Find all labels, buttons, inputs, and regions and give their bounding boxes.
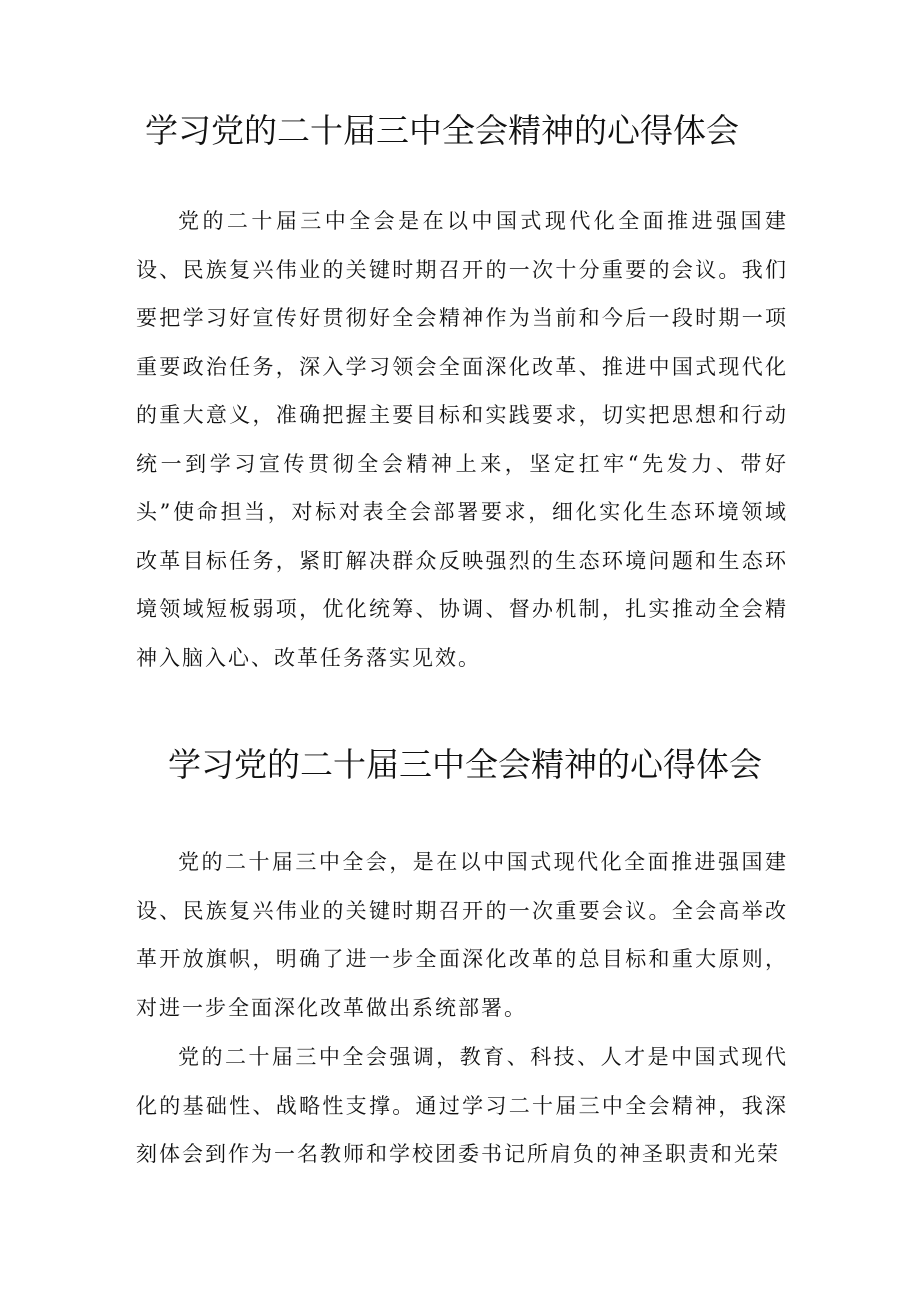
body-paragraph: 党的二十届三中全会强调，教育、科技、人才是中国式现代化的基础性、战略性支撑。通过学习二十届三中全会精神，我深刻体会到作为一名教师和学校团委书记所肩负的神圣职责和光荣 (136, 1045, 788, 1166)
body-paragraph: 党的二十届三中全会是在以中国式现代化全面推进强国建设、民族复兴伟业的关键时期召开的一次十分重要的会议。我们要把学习好宣传好贯彻好全会精神作为当前和今后一段时期一项重要政治任务，深入学习领会全面深化改革、推进中国式现代化的重大意义，准确把握主要目标和实践要求，切实把思想和行动统一到学习宣传贯彻全会精神上来，坚定扛牢“先发力、带好头”使命担当，对标对表全会部署要求，细化实化生态环境领域改革目标任务，紧盯解决群众反映强烈的生态环境问题和生态环境领域短板弱项，优化统筹、协调、督办机制，扎实推动全会精神入脑入心、改革任务落实见效。 (136, 209, 788, 670)
section-title: 学习党的二十届三中全会精神的心得体会 (145, 111, 739, 150)
body-paragraph: 党的二十届三中全会，是在以中国式现代化全面推进强国建设、民族复兴伟业的关键时期召开的一次重要会议。全会高举改革开放旗帜，明确了进一步全面深化改革的总目标和重大原则，对进一步全面深化改革做出系统部署。 (136, 850, 788, 1020)
section-title: 学习党的二十届三中全会精神的心得体会 (168, 745, 762, 784)
